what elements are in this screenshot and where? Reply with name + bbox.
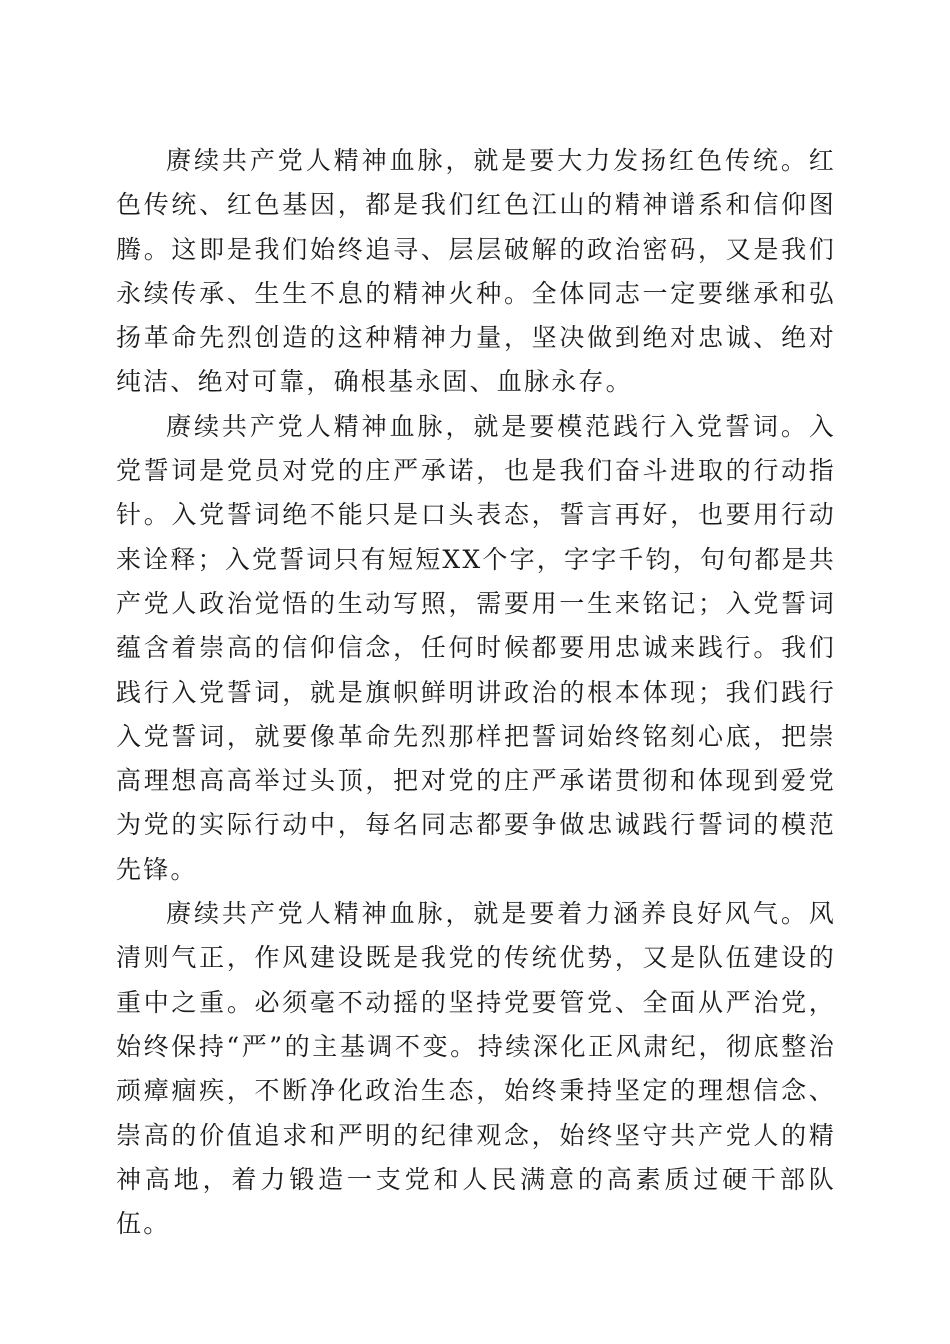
document-body — [116, 139, 836, 1246]
paragraph-red-tradition: 赓续共产党人精神血脉，就是要大力发扬红色传统。红色传统、红色基因，都是我们红色江山的精神谱系和信仰图腾。这即是我们始终追寻、层层破解的政治密码，又是我们永续传承、生生不息的精神火种。全体同志一定要继承和弘扬革命先烈创造的这种精神力量，坚决做到绝对忠诚、绝对纯洁、绝对可靠，确根基永固、血脉永存。 — [116, 146, 836, 397]
paragraph-party-oath: 赓续共产党人精神血脉，就是要模范践行入党誓词。入党誓词是党员对党的庄严承诺，也是我们奋斗进取的行动指针。入党誓词绝不能只是口头表态，誓言再好，也要用行动来诠释；入党誓词只有短短XX个字，字字千钧，句句都是共产党人政治觉悟的生动写照，需要用一生来铭记；入党誓词蕴含着崇高的信仰信念，任何时候都要用忠诚来践行。我们践行入党誓词，就是旗帜鲜明讲政治的根本体现；我们践行入党誓词，就要像革命先烈那样把誓词始终铭刻心底，把崇高理想高高举过头顶，把对党的庄严承诺贯彻和体现到爱党为党的实际行动中，每名同志都要争做忠诚践行誓词的模范先锋。 — [116, 411, 836, 884]
paragraph-good-conduct: 赓续共产党人精神血脉，就是要着力涵养良好风气。风清则气正，作风建设既是我党的传统优势，又是队伍建设的重中之重。必须毫不动摇的坚持党要管党、全面从严治党，始终保持“严”的主基调不变。持续深化正风肃纪，彻底整治顽瘴痼疾，不断净化政治生态，始终秉持坚定的理想信念、崇高的价值追求和严明的纪律观念，始终坚守共产党人的精神高地，着力锻造一支党和人民满意的高素质过硬干部队伍。 — [116, 899, 836, 1239]
